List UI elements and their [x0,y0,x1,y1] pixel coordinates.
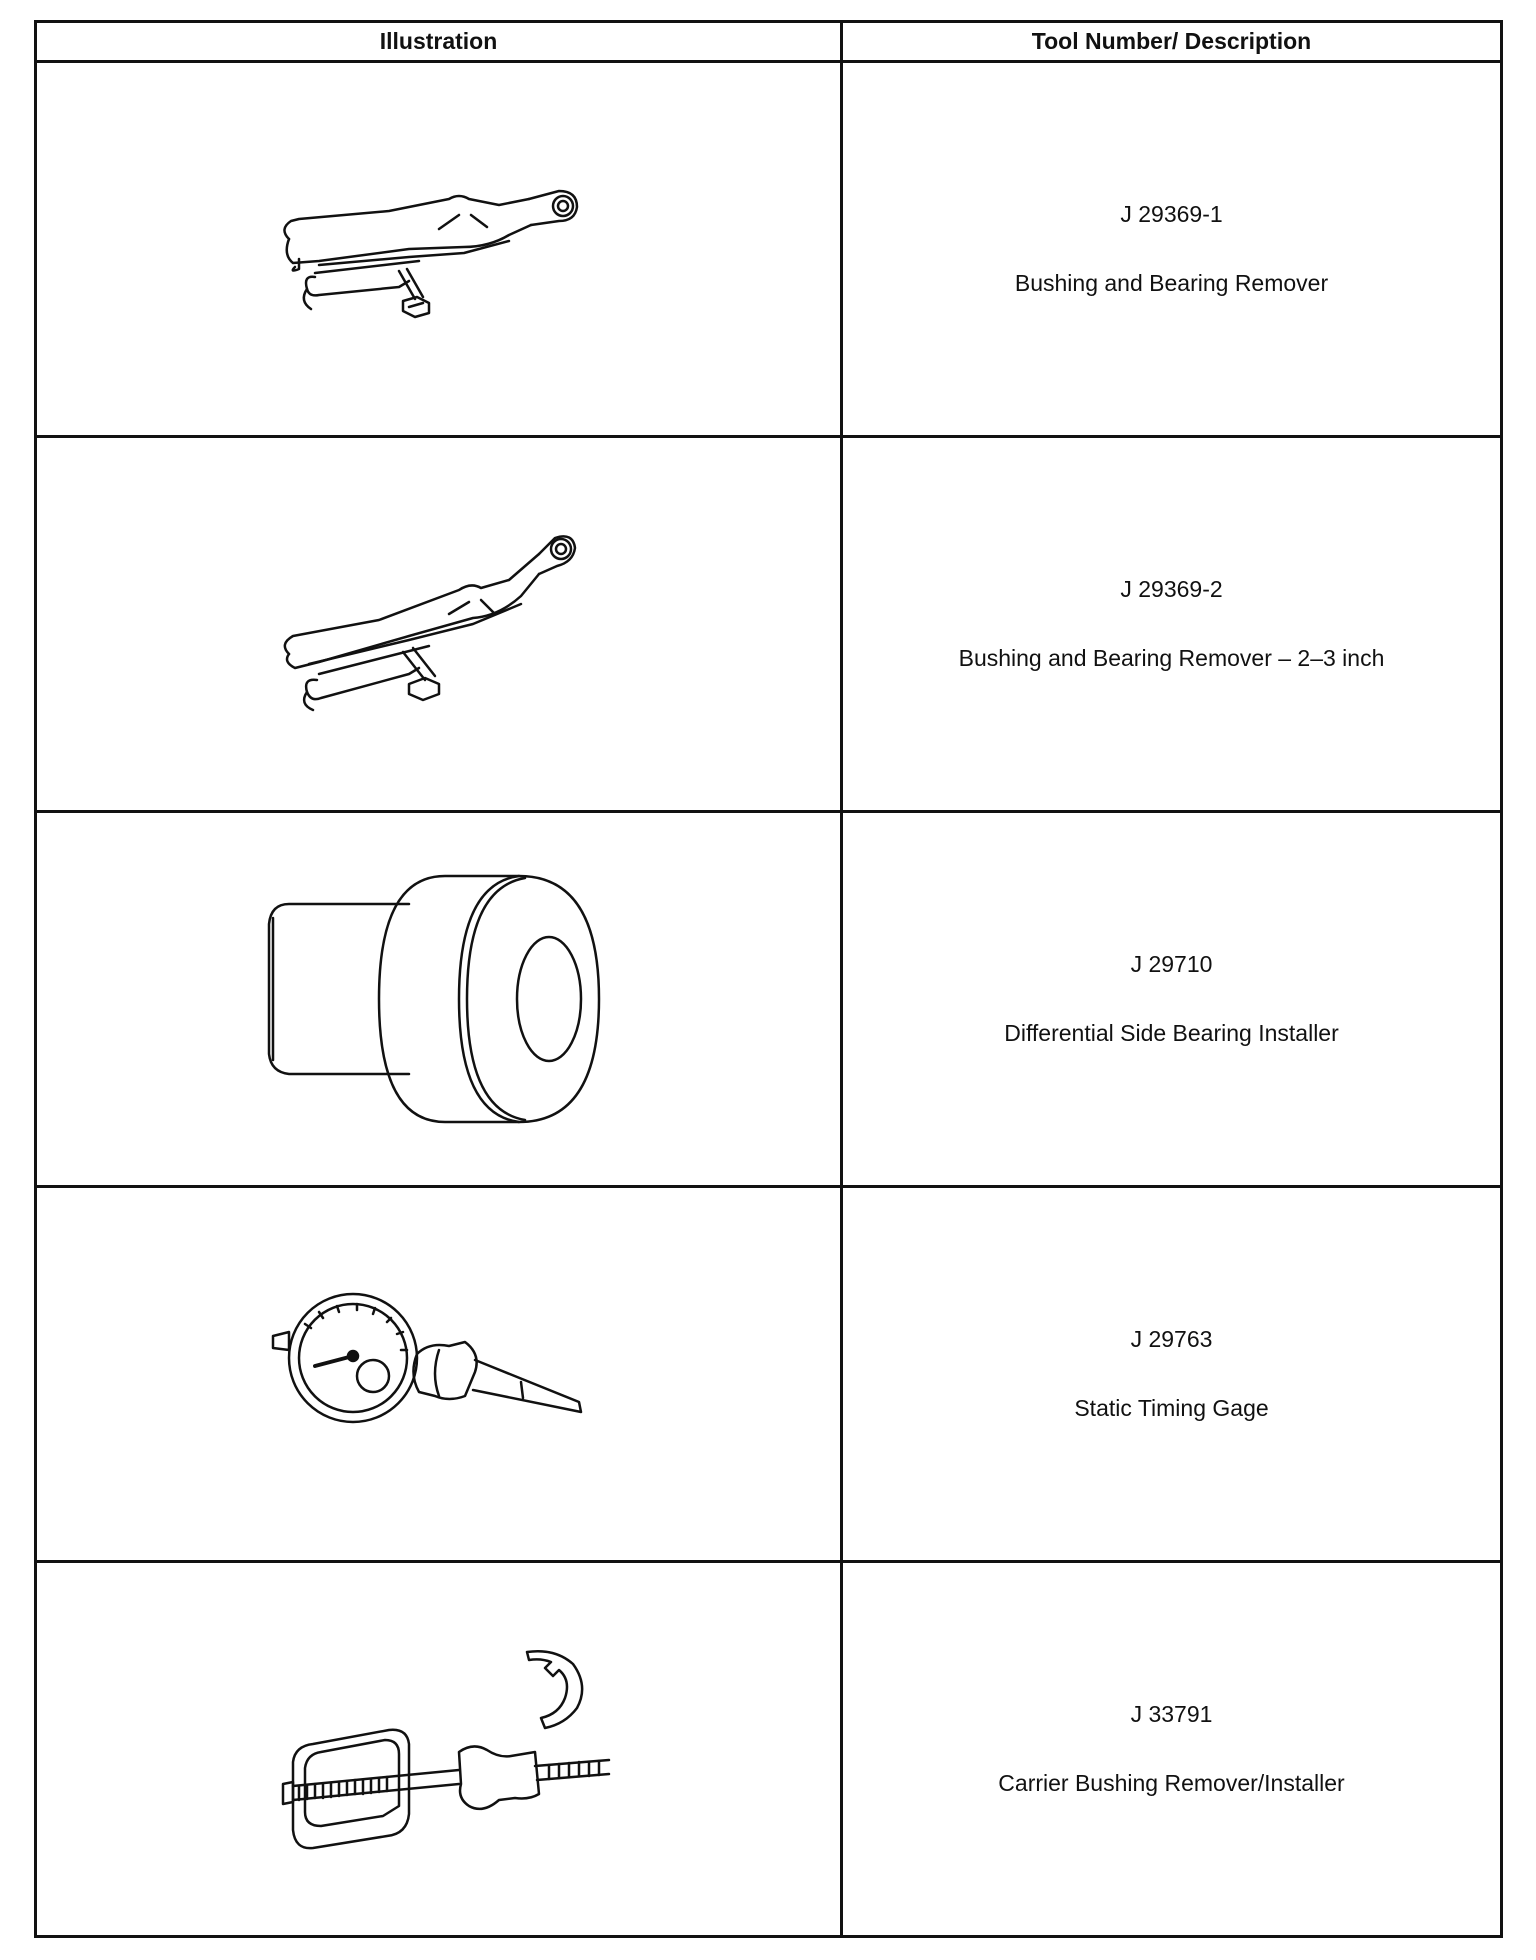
illustration-cell [36,1562,842,1937]
illustration-cell [36,62,842,437]
table-row [36,1187,1502,1562]
table-row [36,62,1502,437]
tool-number: J 29710 [1130,951,1213,977]
illustration-cell [36,1187,842,1562]
tool-description: Bushing and Bearing Remover [1014,270,1329,296]
table-row [36,1562,1502,1937]
tool-cell [842,1562,1502,1937]
table-row [36,812,1502,1187]
table-row [36,437,1502,812]
tool-cell [842,812,1502,1187]
tool-cell [842,437,1502,812]
header-illustration: Illustration [36,22,842,62]
header-tool-description: Tool Number/ Description [842,22,1502,62]
tool-description: Differential Side Bearing Installer [1004,1020,1339,1046]
tool-number: J 29369-1 [1120,201,1223,227]
static-timing-gage-icon [259,1284,619,1464]
tool-number: J 29369-2 [1120,576,1223,602]
tool-number: J 29763 [1130,1326,1213,1352]
tool-table [34,20,1503,1938]
bushing-bearing-remover-2-3-inch-icon [259,524,619,724]
tool-cell [842,1187,1502,1562]
illustration-cell [36,812,842,1187]
side-bearing-installer-icon [259,864,619,1134]
tool-number: J 33791 [1130,1701,1213,1727]
header-row [36,22,1502,62]
tool-description: Carrier Bushing Remover/Installer [998,1770,1345,1796]
illustration-cell [36,437,842,812]
tool-cell [842,62,1502,437]
bushing-bearing-remover-icon [259,169,619,329]
tool-description: Static Timing Gage [1074,1395,1269,1421]
tool-description: Bushing and Bearing Remover – 2–3 inch [958,645,1385,671]
carrier-bushing-remover-installer-icon [259,1624,619,1874]
